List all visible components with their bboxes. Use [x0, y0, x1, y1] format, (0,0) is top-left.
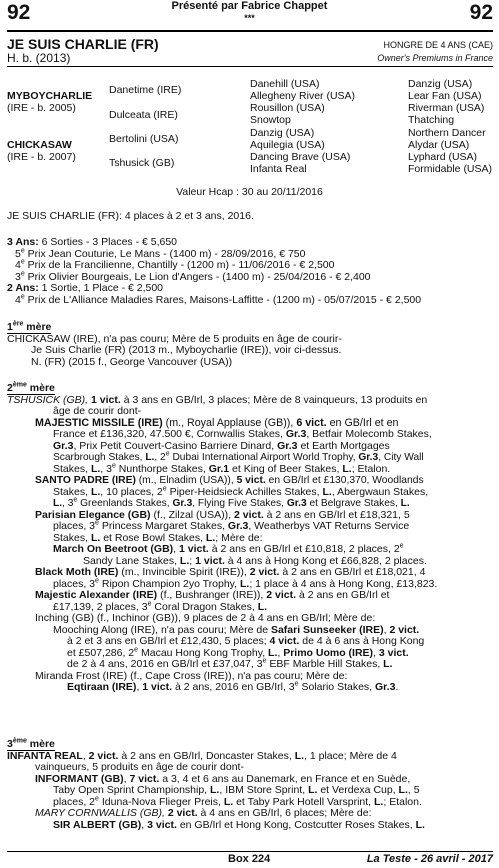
produce-line-cont: Sandy Lane Stakes, L.; 1 vict. à 4 ans à Hong Kong et £66,828, 2 places. [83, 554, 427, 567]
race-result: 5e Prix Jean Couturie, Le Mans - (1400 m) - 28/09/2016, € 750 [15, 247, 306, 260]
produce-line-cont: places, 2e Iduna-Nova Flieger Preis, L. et Taby Park Hotell Varsprint, L.; Etalon. [53, 795, 422, 808]
age-label: 3 Ans: [7, 236, 39, 248]
pedigree-gen2: Bertolini (USA) [109, 133, 179, 145]
race-result: 3e Prix Olivier Bourgeais, Le Lion d'Angers - (1400 m) - 25/04/2016 - € 2,400 [15, 270, 371, 283]
second-dam-section [7, 383, 493, 694]
race-summary: JE SUIS CHARLIE (FR): 4 places à 2 et 3 ans, 2016. [7, 210, 254, 222]
produce-line: N. (FR) (2015 f., George Vancouver (USA)) [31, 355, 233, 368]
produce-line: Mooching Along (IRE), n'a pas couru; Mère de Safari Sunseeker (IRE), 2 vict. [53, 623, 420, 636]
produce-line: Majestic Alexander (IRE) (f., Bushranger (IRE)), 2 vict. à 2 ans en GB/Irl et [35, 589, 390, 601]
dam-name: CHICKASAW [7, 139, 72, 151]
dam-line: TSHUSICK (GB), 1 vict. à 3 ans en GB/Irl, 3 places; Mère de 8 vainqueurs, 13 produits en [7, 393, 428, 406]
race-result: 4e Prix de L'Alliance Maladies Rares, Maisons-Laffitte - (1200 m) - 05/07/2015 - € 2,500 [15, 293, 422, 306]
produce-line-cont: Stakes, L., 3e Nunthorpe Stakes, Gr.1 et King of Beer Stakes, L.; Etalon. [53, 462, 391, 475]
produce-line-cont: à 2 et 3 ans en GB/Irl et £12,430, 5 places; 4 vict. de 4 à 6 ans à Hong Kong [67, 635, 425, 647]
footer-divider [7, 851, 493, 852]
pedigree-gen3: Aquilegia (USA) [250, 139, 325, 151]
section-heading: 2ème mère [7, 381, 55, 394]
horse-sex-age: HONGRE DE 4 ANS (CAE) [383, 40, 493, 50]
dam-line: CHICKASAW (IRE), n'a pas couru; Mère de 5 produits en âge de courir- [7, 332, 342, 345]
produce-line-cont: Scarbrough Stakes, L., 2e Dubai International Airport World Trophy, Gr.3, City Wall [53, 450, 424, 463]
pedigree-gen4: Danzig (USA) [408, 78, 473, 90]
stars-rating: *** [244, 13, 255, 23]
header-divider [7, 30, 493, 32]
pedigree-gen3: Allegheny River (USA) [250, 90, 356, 102]
pedigree-gen4: Lyphard (USA) [408, 151, 478, 163]
produce-line-cont: Stakes, L. et Rose Bowl Stakes, L.; Mère de: [53, 531, 263, 544]
produce-line: Miranda Frost (IRE) (f., Cape Cross (IRE)), n'a pas couru; Mère de: [35, 669, 348, 682]
age-label: 2 Ans: [7, 282, 39, 294]
pedigree-gen3: Dancing Brave (USA) [250, 151, 351, 163]
lot-number-left: 92 [7, 1, 31, 24]
pedigree-gen2: Tshusick (GB) [109, 157, 175, 169]
produce-line-cont: Taby Open Sprint Championship, L., IBM Store Sprint, L. et Verdexa Cup, L., 5 [53, 784, 420, 796]
pedigree-gen2: Dulceata (IRE) [109, 109, 178, 121]
produce-line: Black Moth (IRE) (m., Invincible Spirit (IRE)), 2 vict. à 2 ans en GB/Irl et £18,021, 4 [35, 566, 426, 578]
pedigree-gen4: Alydar (USA) [408, 139, 470, 151]
produce-line: SANTO PADRE (IRE) (m., Elnadim (USA)), 5 vict. en GB/Irl et £130,370, Woodlands [35, 475, 424, 486]
dam-line-cont: vainqueurs, 5 produits en âge de courir dont- [35, 761, 244, 773]
pedigree-gen4: Lear Fan (USA) [408, 90, 482, 102]
first-dam-section [7, 322, 493, 368]
pedigree-gen3: Danehill (USA) [250, 78, 320, 90]
sire-name: MYBOYCHARLIE [7, 90, 93, 102]
produce-line-cont: Gr.3, Prix Petit Couvert-Casino Barriere Dinard, Gr.3 et Earth Mortgages [53, 439, 390, 452]
produce-line: Inching (GB) (f., Inchinor (GB)), 9 places de 2 à 4 ans en GB/Irl; Mère de: [35, 612, 376, 624]
pedigree-gen4: Northern Dancer [408, 127, 486, 139]
produce-line-cont: places, 3e Ripon Champion 2yo Trophy, L.; 1 place à 4 ans à Hong Kong, £13,823. [53, 577, 438, 590]
produce-line-cont: de 2 à 4 ans, 2016 en GB/Irl et £37,047, 3e EBF Marble Hill Stakes, L. [67, 657, 393, 670]
sale-info: La Teste - 26 avril - 2017 [366, 853, 493, 865]
produce-line-cont: Stakes, L., 10 places, 2e Piper-Heidsieck Achilles Stakes, L., Abergwaun Stakes, [53, 485, 429, 498]
produce-line-cont: £17,139, 2 places, 3e Coral Dragon Stakes, L. [53, 600, 268, 613]
produce-line-cont: places, 3e Princess Margaret Stakes, Gr.3, Weatherbys VAT Returns Service [53, 519, 410, 532]
pedigree-gen3: Infanta Real [250, 163, 307, 175]
produce-line: MARY CORNWALLIS (GB), 2 vict. à 4 ans en GB/Irl, 6 places; Mère de: [35, 807, 372, 819]
produce-line: March On Beetroot (GB), 1 vict. à 2 ans en GB/Irl et £10,818, 2 places, 2e [53, 542, 404, 555]
pedigree-gen4: Thatching [408, 114, 455, 126]
pedigree-gen2: Danetime (IRE) [109, 84, 182, 96]
dam-line-cont: âge de courir dont- [53, 405, 142, 417]
third-dam-section [7, 739, 493, 831]
produce-line: Parisian Elegance (GB) (f., Zilzal (USA)), 2 vict. à 2 ans en GB/Irl et £18,321, 5 [35, 508, 410, 521]
dam-line: INFANTA REAL, 2 vict. à 2 ans en GB/Irl, Doncaster Stakes, L., 1 place; Mère de 4 [7, 749, 397, 762]
section-heading: 1ère mère [7, 320, 52, 333]
pedigree-divider [7, 66, 493, 67]
pedigree-gen4: Riverman (USA) [408, 102, 485, 114]
produce-line-cont: L., 3e Greenlands Stakes, Gr.3, Flying Five Stakes, Gr.3 et Belgrave Stakes, L. [53, 496, 410, 509]
section-heading: 3ème mère [7, 737, 55, 750]
produce-line: INFORMANT (GB), 7 vict. a 3, 4 et 6 ans au Danemark, en France et en Suède, [35, 772, 411, 785]
dam-info: (IRE - b. 2007) [7, 151, 76, 163]
produce-line: Eqtiraan (IRE), 1 vict. à 2 ans, 2016 en GB/Irl, 3e Solario Stakes, Gr.3. [67, 680, 399, 693]
pedigree-gen3: Danzig (USA) [250, 127, 315, 139]
produce-line: Je Suis Charlie (FR) (2013 m., Myboycharlie (IRE)), voir ci-dessus. [31, 344, 342, 356]
handicap-value: Valeur Hcap : 30 au 20/11/2016 [176, 186, 323, 198]
horse-name: JE SUIS CHARLIE (FR) [7, 36, 159, 52]
pedigree-gen4: Formidable (USA) [408, 163, 493, 175]
pedigree-gen3: Snowtop [250, 114, 291, 126]
sire-info: (IRE - b. 2005) [7, 102, 76, 114]
produce-line: MAJESTIC MISSILE (IRE) (m., Royal Applause (GB)), 6 vict. en GB/Irl et en [35, 416, 399, 429]
produce-line-cont: France et £136,320, 47.500 €, Cornwallis Stakes, Gr.3, Betfair Molecomb Stakes, [53, 428, 432, 440]
owner-premiums: Owner's Premiums in France [377, 53, 493, 63]
lot-number-right: 92 [469, 1, 493, 24]
box-number: Box 224 [228, 853, 271, 865]
presented-by: Présenté par Fabrice Chappet [171, 0, 328, 12]
produce-line: SIR ALBERT (GB), 3 vict. en GB/Irl et Hong Kong, Costcutter Roses Stakes, L. [53, 818, 425, 831]
race-result: 4e Prix de la Francilienne, Chantilly - (1200 m) - 11/06/2016 - € 2,500 [15, 258, 335, 271]
race-record: 3 Ans: 6 Sorties - 3 Places - € 5,650 5e Prix Jean Couturie, Le Mans - (1400 m) - 28/09/2016, € 750 4e Prix de la Francilienne, Chantilly - (1200 m) - 11/06/2016 - € 2,500 3e Prix Olivier Bourgeais, Le Lion d'Angers - (1400 m) - 25/04/2016 - € 2,400 2 Ans: 1 Sortie, 1 Place - € 2,500 4e Prix de L'Alliance Maladies Rares, Maisons-Laffitte - (1200 m) - 05/07/2015 - € 2,500 [7, 237, 493, 306]
horse-color-year: H. b. (2013) [7, 51, 71, 65]
pedigree-gen3: Rousillon (USA) [250, 102, 325, 114]
produce-line-cont: et £507,286, 2e Macau Hong Kong Trophy, L., Primo Uomo (IRE), 3 vict. [67, 646, 409, 659]
